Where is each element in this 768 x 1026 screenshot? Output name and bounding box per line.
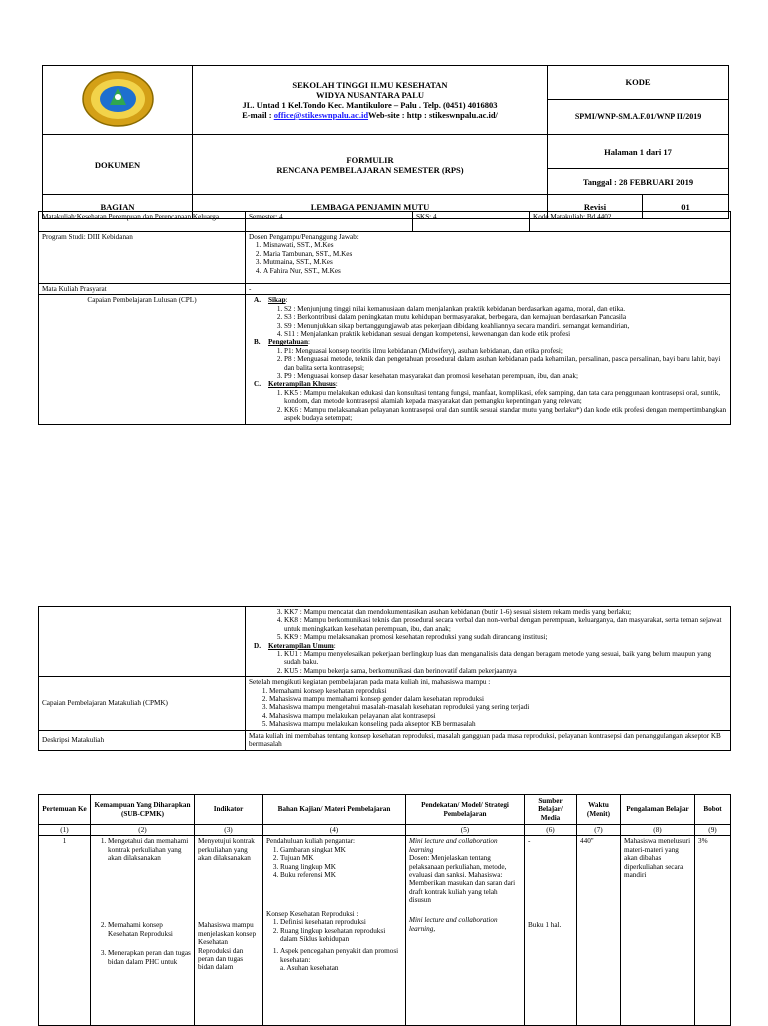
section-title-keterampilan-umum: Keterampilan Umum [268,641,334,650]
sks: SKS: 4 [413,212,530,232]
col-header: Bahan Kajian/ Materi Pembelajaran [263,795,406,825]
indikator-cell [195,836,263,1026]
cpl-continued: 3. KK7 : Mampu mencatat dan mendokumentasikan asuhan kebidanan (butir 1-6) sesuai sistem rekam medis yang berlaku; 4. KK8 : Mampu berkomunikasi teknis dan prosedural secara verbal dan non-verbal dengan perempuan, keluarganya, dan masyarakat, serta teman sejawat untuk meningkatkan kesehatan perempuan, ibu, dan anak; 5. KK9 : Mampu melaksanakan promosi kesehatan reproduksi yang sudah dirancang institusi; D. Keterampilan Umum : 1. KU1 : Mampu menyelesaikan pekerjaan berlingkup luas dan menganalisis data dengan beragam metode yang sesuai, baik yang belum maupun yang sudah baku. 2. KU5 : Mampu bekerja sama, berkomunikasi dan berinovatif dalam pekerjaannya [246,607,731,677]
course-info-table [38,211,731,425]
formulir-label: FORMULIR [346,154,394,165]
section-letter: A. [254,296,261,305]
col-number: (5) [406,825,525,836]
cpl-kk-item: 4. KK8 : Mampu berkomunikasi teknis dan prosedural secara verbal dan non-verbal dengan perempuan, keluarganya, dan masyarakat, serta teman sejawat untuk meningkatkan kesehatan perempuan, ibu, dan anak; [284,616,727,633]
col-number: (6) [525,825,577,836]
cpmk-item: 5. Mahasiswa mampu melakukan konseling pada akseptor KB bermasalah [269,720,727,728]
cpl-pengetahuan-item: 3. P9 : Menguasai konsep dasar kesehatan masyarakat dan promosi kesehatan perempuan, ibu, dan anak; [284,372,727,380]
cpmk-item: 4. Mahasiswa mampu melakukan pelayanan alat kontrasepsi [269,712,727,720]
revisi-label: Revisi [548,195,643,219]
semester: Semester: 4 [246,212,413,232]
email-link[interactable]: office@stikeswnpalu.ac.id [273,110,369,120]
col-number: (7) [577,825,621,836]
cpmk-intro: Setelah mengikuti kegiatan pembelajaran pada mata kuliah ini, mahasiswa mampu : [249,678,491,687]
page-2 [0,604,768,1024]
materi-item: 2. Ruang lingkup kesehatan reproduksi dalam Siklus kehidupan [280,927,402,944]
tanggal: Tanggal : 28 FEBRUARI 2019 [548,169,729,195]
section-letter: C. [254,380,261,389]
section-title-pengetahuan: Pengetahuan [268,338,308,347]
prasyarat-label: Mata Kuliah Prasyarat [39,284,246,295]
cpl-kk-item: 2. KK6 : Mampu melaksanakan pelayanan kontrasepsi oral dan suntik sesuai standar mutu yang berlaku*) dan kode etik profesi dengan mempertimbangkan aspek budaya setempat; [284,406,727,423]
course-detail-table [38,606,731,751]
cpl-sikap-item: 1. S2 : Menjunjung tinggi nilai kemanusiaan dalam menjalankan praktik kebidanan berdasarkan agama, moral, dan etika. [284,305,727,313]
cpmk-item: 1. Memahami konsep kesehatan reproduksi [269,687,727,695]
col-header: Indikator [195,795,263,825]
col-number: (1) [39,825,91,836]
sumber-cell [525,836,577,1026]
sumber-item: Buku 1 hal. [528,921,562,930]
formulir-title: RENCANA PEMBELAJARAN SEMESTER (RPS) [276,164,464,175]
waktu: 440" [577,836,621,1026]
empty-label-cell [39,607,246,677]
materi-item: 4. Buku referensi MK [280,871,402,879]
deskripsi-label: Deskripsi Matakuliah [39,730,246,750]
kode-matakuliah: Kode Matakuliah: Bd.4402 [530,212,731,232]
col-header: Waktu (Menit) [577,795,621,825]
school-name: SEKOLAH TINGGI ILMU KESEHATAN [292,80,448,90]
program-studi: Program Studi: DIII Kebidanan [39,232,246,284]
matakuliah: Matakuliah:Kesehatan Perempuan dan Perencanaan Keluarga [39,212,246,232]
halaman: Halaman 1 dari 17 [548,135,729,169]
dokumen-label: DOKUMEN [43,135,193,195]
sub-cpmk-item: 2. Memahami konsep Kesehatan Reproduksi [108,921,191,949]
school-address: JL. Untad 1 Kel.Tondo Kec. Mantikulore – Palu . Telp. (0451) 4016803 [242,100,498,110]
dosen-item: 3. Mutmaina, SST., M.Kes [263,258,727,266]
kode-cell [548,66,729,135]
cpl-ku-item: 2. KU5 : Mampu bekerja sama, berkomunikasi dan berinovatif dalam pekerjaannya [284,667,727,675]
bagian-label: BAGIAN [43,195,193,219]
dosen-item: 2. Maria Tambunan, SST., M.Kes [263,250,727,258]
prasyarat-value: - [246,284,731,295]
col-number: (8) [621,825,695,836]
kode-label: KODE [548,66,728,100]
formulir-cell [193,135,548,195]
cpl-pengetahuan-item: 2. P8 : Menguasai metode, teknik dan pengetahuan prosedural dalam asuhan kebidanan pada kehamilan, persalinan, pasca persalinan, bayi baru lahir, bayi dan balita serta kontrasepsi; [284,355,727,372]
logo-cell [43,66,193,135]
schedule-table [38,794,731,1026]
materi-cell: Pendahuluan kuliah pengantar: 1. Gambaran singkat MK 2. Tujuan MK 3. Ruang lingkup MK 4. Buku referensi MK Konsep Kesehatan Reproduksi : 1. Definisi kesehatan reproduksi 2. Ruang lingkup kesehatan reproduksi dalam Siklus kehidupan 1. Aspek pencegahan penyakit dan promosi kesehatan: a. Asuhan kesehatan [263,836,406,1026]
col-number: (4) [263,825,406,836]
school-info-cell [193,66,548,135]
school-name-2: WIDYA NUSANTARA PALU [316,90,424,100]
materi-title: Pendahuluan kuliah pengantar: [266,837,356,846]
cpl-kk-item: 3. KK7 : Mampu mencatat dan mendokumentasikan asuhan kebidanan (butir 1-6) sesuai sistem rekam medis yang berlaku; [284,608,727,616]
col-header: Pengalaman Belajar [621,795,695,825]
strategi-model: Mini lecture and collaboration learning, [409,916,498,933]
materi-item: 1. Definisi kesehatan reproduksi [280,918,402,926]
bobot: 3% [695,836,731,1026]
cpmk-content [246,677,731,730]
cpl-sikap-item: 2. S3 : Berkontribusi dalam peningkatan mutu kehidupan bermasyarakat, berbegara, dan kemajuan berdasarkan Pancasila [284,313,727,321]
materi-item: 1. Gambaran singkat MK [280,846,402,854]
strategi-text: Dosen: Menjelaskan tentang pelaksanaan perkuliahan, metode, evaluasi dan sanksi. Mahasiswa: Memberikan masukan dan saran dari draft kontrak kuliah yang telah disusun [409,854,516,905]
col-header: Pendekatan/ Model/ Strategi Pembelajaran [406,795,525,825]
strategi-model: Mini lecture and collaboration learning [409,837,498,854]
col-number: (9) [695,825,731,836]
materi-title: Konsep Kesehatan Reproduksi : [266,909,359,918]
page-1 [0,0,768,470]
email-label: E-mail : [242,110,272,120]
document-header [42,65,729,219]
materi-item: 2. Tujuan MK [280,854,402,862]
strategi-cell [406,836,525,1026]
cpl-kk-item: 5. KK9 : Mampu melaksanakan promosi kesehatan reproduksi yang sudah dirancang institusi; [284,633,727,641]
sumber-item: - [528,837,531,846]
col-header: Kemampuan Yang Diharapkan (SUB-CPMK) [91,795,195,825]
indikator-item: Mahasiswa mampu menjelaskan konsep Kesehatan Reproduksi dan peran dan tugas bidan dalam [198,921,257,972]
bagian-value: LEMBAGA PENJAMIN MUTU [193,195,548,219]
section-title-sikap: Sikap [268,296,286,305]
cpmk-item: 3. Mahasiswa mampu mengetahui masalah-masalah kesehatan reproduksi yang sering terjadi [269,703,727,711]
kode-value: SPMI/WNP-SM.A.F.01/WNP II/2019 [574,112,702,121]
cpl-sikap-item: 4. S11 : Menjalankan praktik kebidanan sesuai dengan kompetensi, kewenangan dan kode etik profesi [284,330,727,338]
cpl-sikap-item: 3. S9 : Menunjukkan sikap bertanggungjawab atas pekerjaan dibidang keahliannya secara mandiri. semangat kemandirian, [284,322,727,330]
materi-item: 3. Ruang lingkup MK [280,863,402,871]
materi-item: 1. Aspek pencegahan penyakit dan promosi kesehatan: [280,947,402,964]
cpl-ku-item: 1. KU1 : Mampu menyelesaikan pekerjaan berlingkup luas dan menganalisis data dengan beragam metode yang sesuai, baik yang belum maupun yang sudah baku. [284,650,727,667]
section-title-keterampilan-khusus: Keterampilan Khusus [268,380,336,389]
dosen-item: 1. Misnawati, SST., M.Kes [263,241,727,249]
materi-subitem: Asuhan kesehatan [286,964,339,973]
cpl-content: A. Sikap : 1. S2 : Menjunjung tinggi nilai kemanusiaan dalam menjalankan praktik kebidanan berdasarkan agama, moral, dan etika. 2. S3 : Berkontribusi dalam peningkatan mutu kehidupan bermasyarakat, berbegara, dan kemajuan berdasarkan Pancasila 3. S9 : Menunjukkan sikap bertanggungjawab atas pekerjaan dibidang keahliannya secara mandiri. semangat kemandirian, 4. S11 : Menjalankan praktik kebidanan sesuai dengan kompetensi, kewenangan dan kode etik profesi B. Pengetahuan : 1. P1: Menguasai konsep teoritis ilmu kebidanan (Midwifery), asuhan kebidanan, dan etika profesi; 2. P8 : Menguasai metode, teknik dan pengetahuan prosedural dalam asuhan kebidanan pada kehamilan, persalinan, pasca persalinan, bayi baru lahir, bayi dan balita serta kontrasepsi; 3. P9 : Menguasai konsep dasar kesehatan masyarakat dan promosi kesehatan perempuan, ibu, dan anak; C. Keterampilan Khusus : 1. KK5 : Mampu melakukan edukasi dan konsultasi tentang fungsi, manfaat, komplikasi, efek samping, dan tata cara penggunaan kontrasepsi oral, suntik, kondom, dan metode kontrasepsi alamiah kepada masyarakat dan pemangku kepentingan yang relevan; 2. KK6 : Mampu melaksanakan pelayanan kontrasepsi oral dan suntik sesuai standar mutu yang berlaku*) dan kode etik profesi dengan mempertimbangkan aspek budaya setempat; [246,295,731,424]
sub-cpmk-item: 3. Menerapkan peran dan tugas bidan dalam PHC untuk [108,949,191,966]
col-header: Bobot [695,795,731,825]
dosen-item: 4. A Fahira Nur, SST., M.Kes [263,267,727,275]
cpmk-label: Capaian Pembelajaran Matakuliah (CPMK) [39,677,246,730]
table-row [39,836,731,1026]
col-number: (2) [91,825,195,836]
dosen-cell [246,232,731,284]
col-header: Pertemuan Ke [39,795,91,825]
col-number: (3) [195,825,263,836]
cpl-label: Capaian Pembelajaran Lulusan (CPL) [39,295,246,424]
indikator-item: Menyetujui kontrak perkuliahan yang akan dilaksanakan [198,837,255,863]
dosen-label: Dosen Pengampu/Penanggung Jawab: [249,233,359,241]
sub-cpmk-item: 1. Mengetahui dan memahami kontrak perkuliahan yang akan dilaksanakan [108,837,191,921]
website-text: Web-site : http : stikeswnpalu.ac.id/ [368,110,498,120]
school-logo-icon [80,69,156,129]
revisi-value: 01 [643,195,729,219]
cpmk-item: 2. Mahasiswa mampu memahami konsep gender dalam kesehatan reproduksi [269,695,727,703]
meeting-number: 1 [39,836,91,1026]
section-letter: D. [254,641,261,650]
deskripsi-text: Mata kuliah ini membahas tentang konsep kesehatan reproduksi, masalah gangguan pada masa reproduksi, pelayanan kontrasepsi dan penanggulangan akseptor KB bermasalah [246,730,731,750]
pengalaman-belajar: Mahasiswa menelusuri materi-materi yang akan dibahas diperkuliahan secara mandiri [621,836,695,1026]
col-header: Sumber Belajar/ Media [525,795,577,825]
cpl-kk-item: 1. KK5 : Mampu melakukan edukasi dan konsultasi tentang fungsi, manfaat, komplikasi, efek samping, dan tata cara penggunaan kontrasepsi oral, suntik, kondom, dan metode kontrasepsi alamiah kepada masyarakat dan pemangku kepentingan yang relevan; [284,389,727,406]
sub-cpmk-cell [91,836,195,1026]
section-letter: B. [254,338,261,347]
cpl-pengetahuan-item: 1. P1: Menguasai konsep teoritis ilmu kebidanan (Midwifery), asuhan kebidanan, dan etika profesi; [284,347,727,355]
